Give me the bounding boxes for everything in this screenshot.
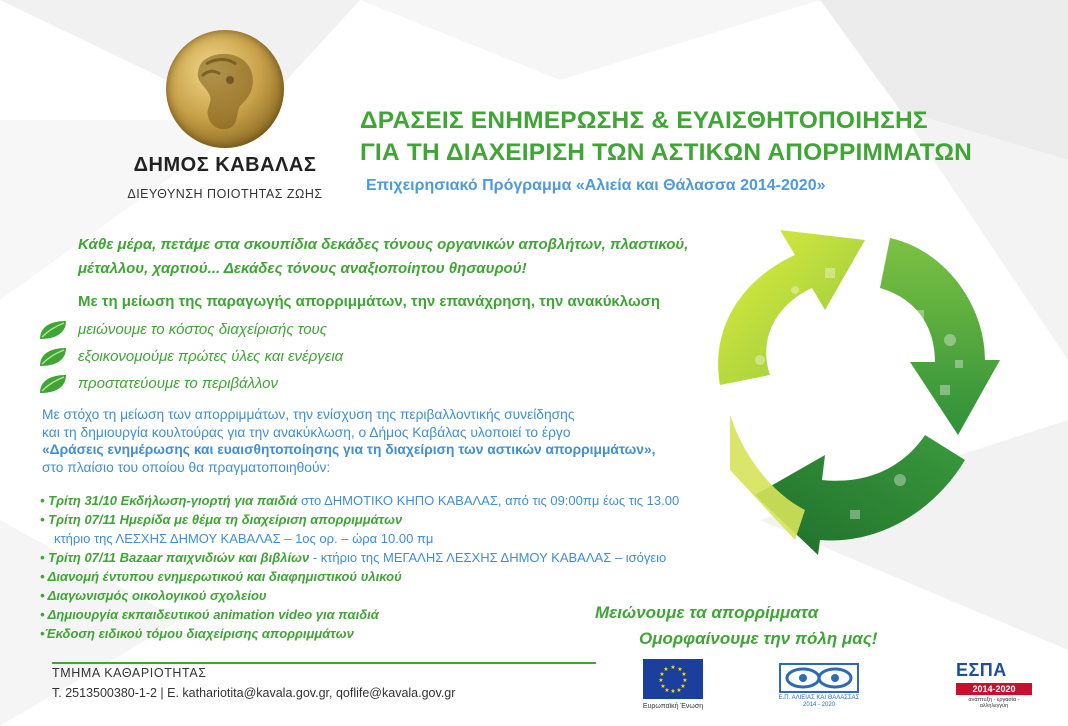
svg-text:★: ★ [658,677,664,684]
benefit-text: εξοικονομούμε πρώτες ύλες και ενέργεια [78,348,344,365]
event-item: • Τρίτη 31/10 Εκδήλωση-γιορτή για παιδιά στο ΔΗΜΟΤΙΚΟ ΚΗΠΟ ΚΑΒΑΛΑΣ, από τις 09:00πμ έως τις 13.00 [40,493,680,508]
leaf-icon [38,319,68,341]
project-description [42,406,742,476]
svg-text:★: ★ [670,688,676,695]
svg-text:★: ★ [663,666,669,673]
paragraph-line-3: «Δράσεις ενημέρωσης και ευαισθητοποίησης για τη διαχείριση των αστικών απορριμμάτων», [42,442,656,457]
headline [360,105,1040,195]
svg-text:★: ★ [680,683,686,690]
directorate-name: ΔΙΕΥΘΥΝΣΗ ΠΟΙΟΤΗΤΑΣ ΖΩΗΣ [127,187,323,201]
svg-text:★: ★ [670,664,676,671]
espa-years: 2014-2020 [956,683,1032,695]
svg-text:★: ★ [681,671,687,678]
espa-logo [956,660,1032,709]
event-item: • Διαγωνισμός οικολογικού σχολείου [40,588,267,603]
intro-text [78,233,778,281]
headline-line-1: ΔΡΑΣΕΙΣ ΕΝΗΜΕΡΩΣΗΣ & ΕΥΑΙΣΘΗΤΟΠΟΙΗΣΗΣ [360,107,928,134]
list-item [38,370,343,397]
event-item: • Διανομή έντυπου ενημερωτικού και διαφημιστικού υλικού [40,569,402,584]
svg-text:★: ★ [660,683,666,690]
svg-text:★: ★ [676,687,682,694]
list-item [38,316,343,343]
event-item: κτήριο της ΛΕΣΧΗΣ ΔΗΜΟΥ ΚΑΒΑΛΑΣ – 1ος ορ. – ώρα 10.00 πμ [54,531,434,546]
paragraph-line-4: στο πλαίσιο του οποίου θα πραγματοποιηθούν: [42,459,331,475]
intro-line-2: μέταλλου, χαρτιού... Δεκάδες τόνους αναξιοποίητου θησαυρού! [78,260,527,277]
program-name: Επιχειρησιακό Πρόγραμμα «Αλιεία και Θάλασσα 2014-2020» [366,177,826,194]
headline-line-2: ΓΙΑ ΤΗ ΔΙΑΧΕΙΡΙΣΗ ΤΩΝ ΑΣΤΙΚΩΝ ΑΠΟΡΡΙΜΜΑΤΩΝ [360,139,973,166]
svg-text:★: ★ [664,687,670,694]
event-item: • Δημιουργία εκπαιδευτικού animation video για παιδιά [40,607,379,622]
coin-emblem [166,30,284,148]
ep-caption: Ε.Π. ΑΛΙΕΙΑΣ ΚΑΙ ΘΑΛΑΣΣΑΣ 2014 - 2020 [778,695,860,708]
paragraph-line-2: και τη δημιουργία κουλτούρας για την ανακύκλωση, ο Δήμος Καβάλας υλοποιεί το έργο [42,424,571,440]
eu-flag-icon [643,659,703,699]
event-item: •Έκδοση ειδικού τόμου διαχείρισης απορριμμάτων [40,626,354,641]
slogan [595,600,877,652]
espa-subtitle: ανάπτυξη - εργασία - αλληλεγγύη [968,697,1020,709]
contact-info: Τ. 2513500380-1-2 | E. kathariotita@kavala.gov.gr, qoflife@kavala.gov.gr [52,686,456,700]
leaf-icon [38,346,68,368]
eu-logo [641,659,705,710]
espa-word: ΕΣΠΑ [956,660,1007,680]
svg-text:★: ★ [659,671,665,678]
municipality-logo [120,30,330,201]
municipality-name: ΔΗΜΟΣ ΚΑΒΑΛΑΣ [133,154,317,176]
svg-text:★: ★ [677,666,683,673]
svg-text:★: ★ [682,677,688,684]
intro-line-1: Κάθε μέρα, πετάμε στα σκουπίδια δεκάδες τόνους οργανικών αποβλήτων, πλαστικού, [78,236,689,253]
slogan-line-2: Ομορφαίνουμε την πόλη μας! [639,629,878,648]
leaf-icon [38,373,68,395]
event-item: • Τρίτη 07/11 Bazaar παιχνιδιών και βιβλίων - κτήριο της ΜΕΓΑΛΗΣ ΛΕΣΧΗΣ ΔΗΜΟΥ ΚΑΒΑΛΑΣ – ισόγειο [40,550,667,565]
benefit-text: προστατεύουμε το περιβάλλον [78,375,278,392]
list-item [38,343,343,370]
recycle-symbol [700,210,1000,555]
slogan-line-1: Μειώνουμε τα απορρίμματα [595,603,819,622]
lead-text: Με τη μείωση της παραγωγής απορριμμάτων, την επανάχρηση, την ανακύκλωση [78,293,661,310]
benefit-text: μειώνουμε το κόστος διαχείρισής τους [78,321,328,338]
event-item: • Τρίτη 07/11 Ημερίδα με θέμα τη διαχείριση απορριμμάτων [40,512,403,527]
department-name: ΤΜΗΜΑ ΚΑΘΑΡΙΟΤΗΤΑΣ [52,666,207,680]
paragraph-line-1: Με στόχο τη μείωση των απορριμμάτων, την ενίσχυση της περιβαλλοντικής συνείδησης [42,407,575,422]
benefit-list [38,316,343,397]
eu-caption: Ευρωπαϊκή Ένωση [642,703,704,710]
fisheries-program-logo [776,663,862,709]
footer-divider [52,662,596,664]
fish-eye-icon [779,663,859,693]
